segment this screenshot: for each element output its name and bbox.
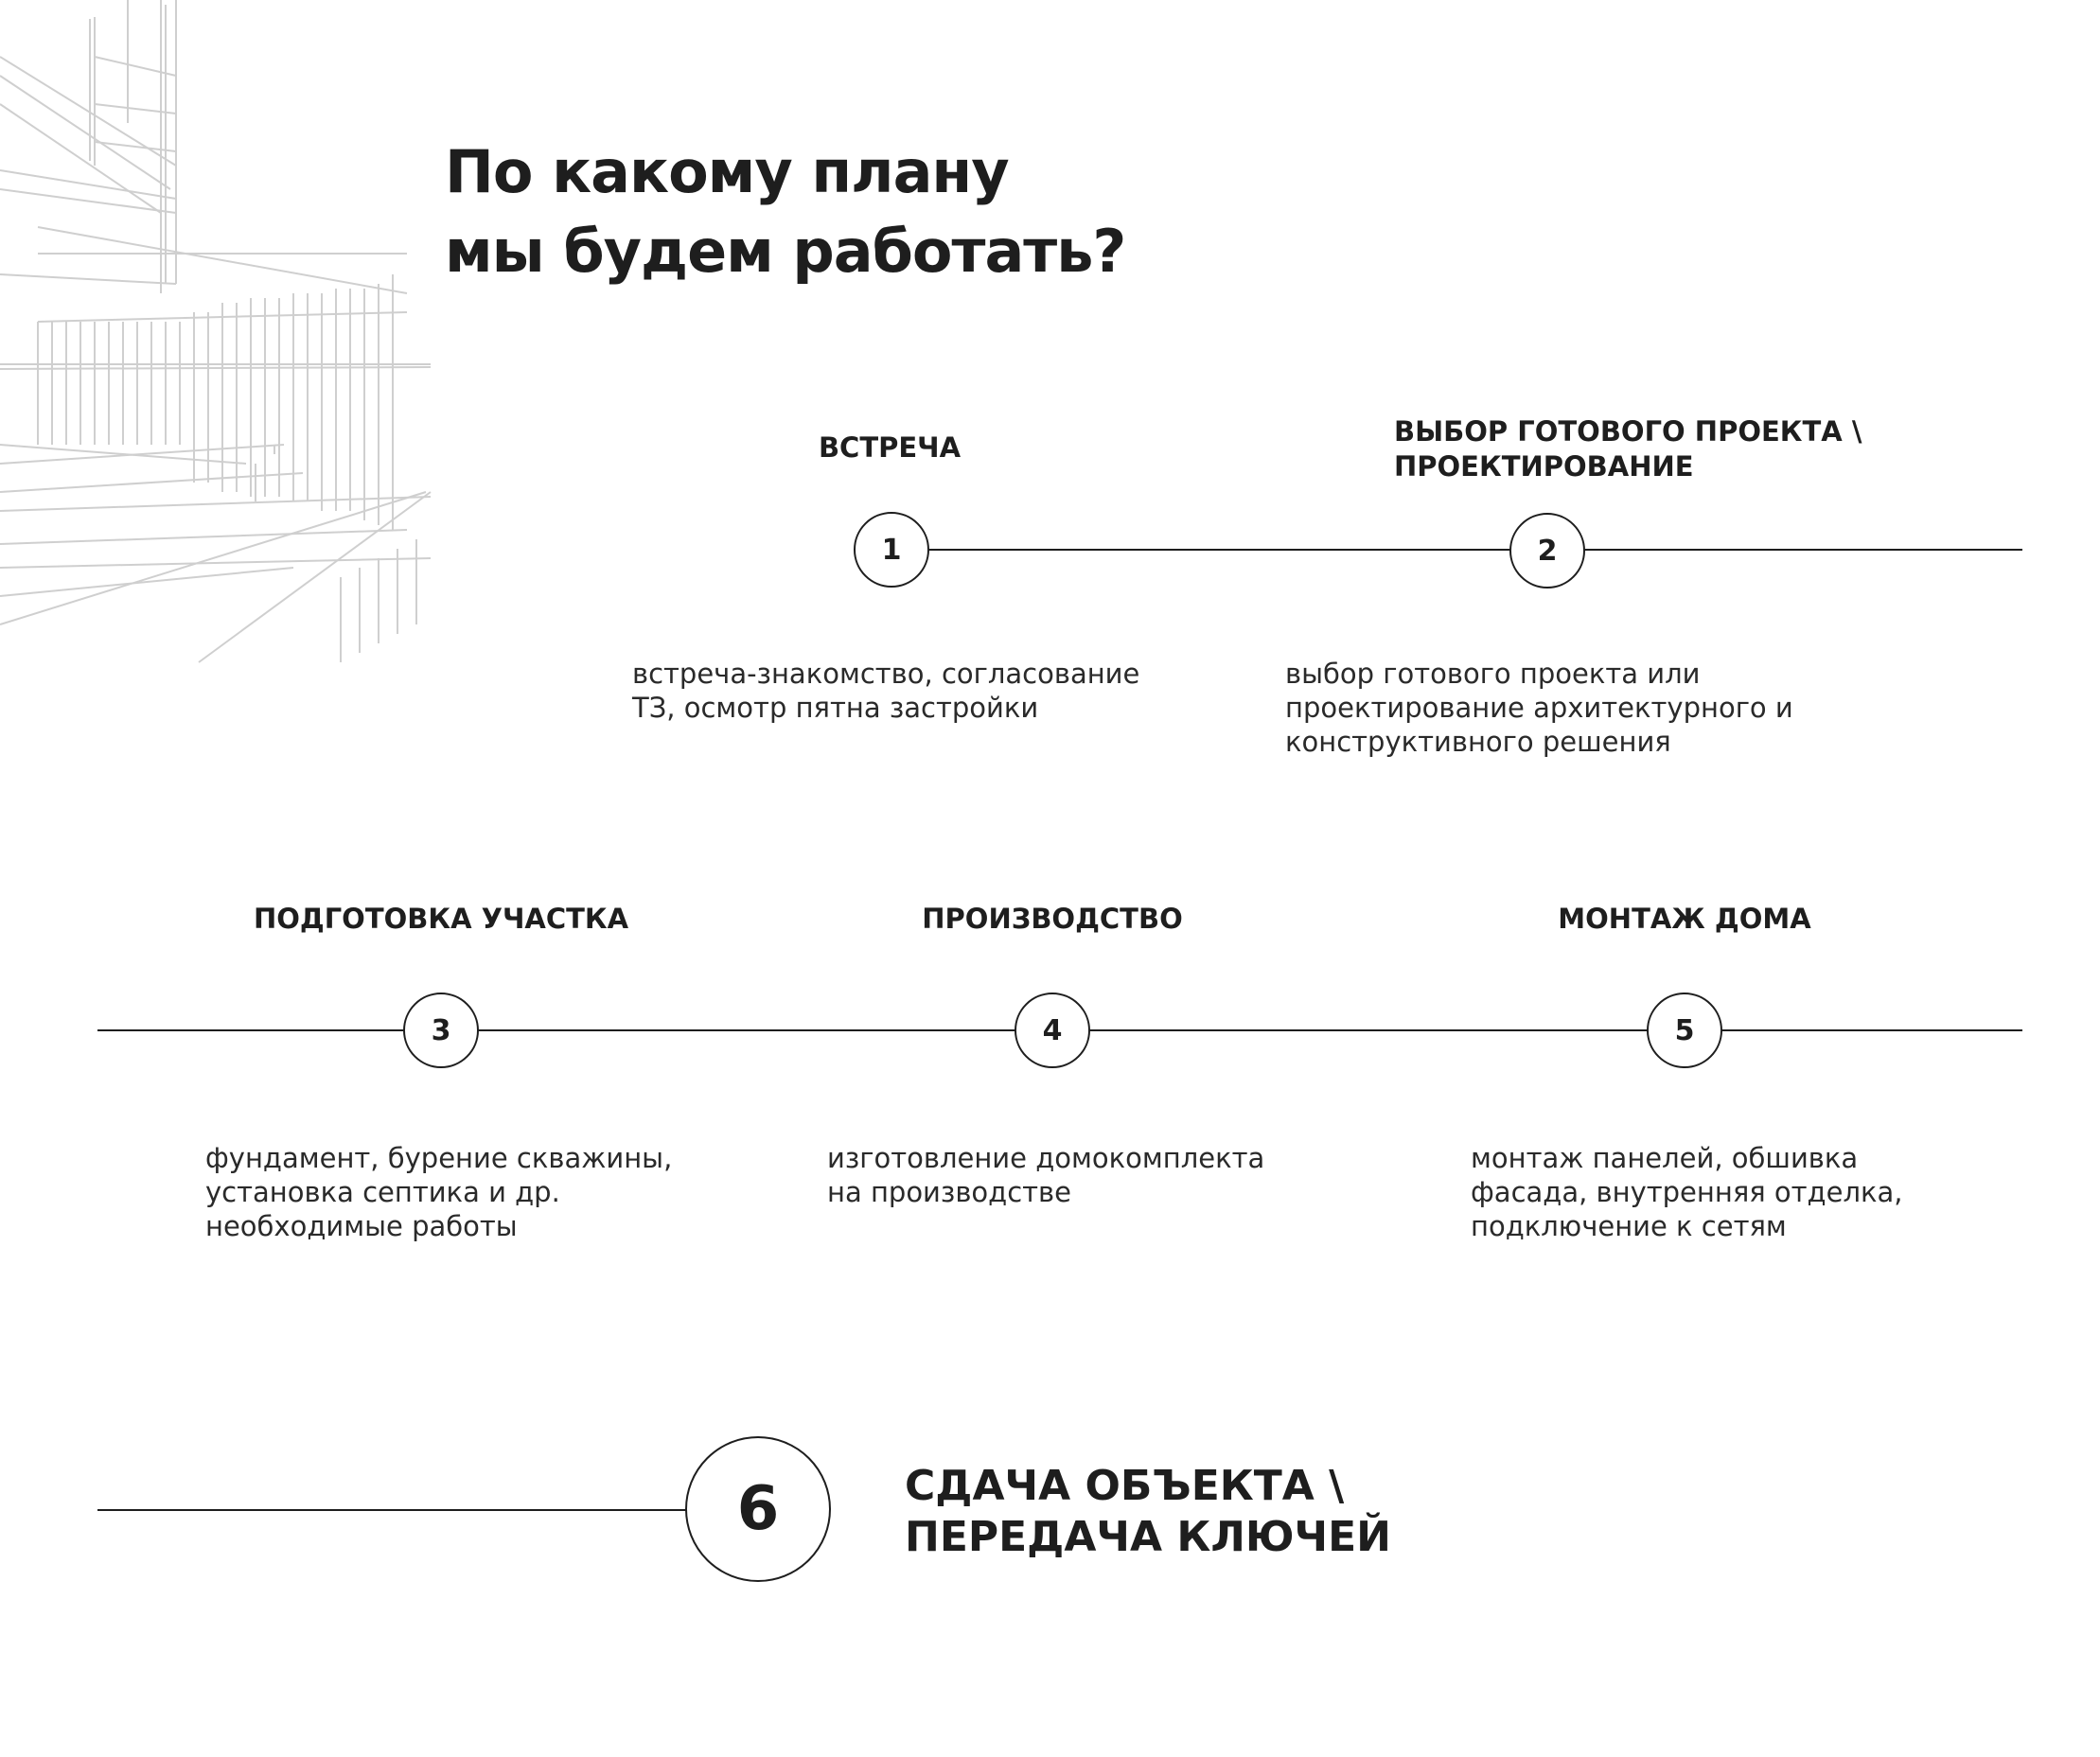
step-4-title: ПРОИЗВОДСТВО bbox=[922, 903, 1183, 935]
step-5-title: МОНТАЖ ДОМА bbox=[1558, 903, 1811, 935]
page-title: По какому плану мы будем работать? bbox=[445, 137, 1126, 286]
step-1-title: ВСТРЕЧА bbox=[818, 431, 962, 464]
step-6-title: СДАЧА ОБЪЕКТА \ ПЕРЕДАЧА КЛЮЧЕЙ bbox=[905, 1462, 1391, 1561]
step-1-description: встреча-знакомство, согласование ТЗ, осмотр пятна застройки bbox=[632, 658, 1140, 724]
step-4-description: изготовление домокомплекта на производстве bbox=[827, 1142, 1265, 1208]
step-3-description: фундамент, бурение скважины, установка септика и др. необходимые работы bbox=[205, 1142, 673, 1242]
step-5-description: монтаж панелей, обшивка фасада, внутренняя отделка, подключение к сетям bbox=[1471, 1142, 1903, 1242]
step-5-circle: 5 bbox=[1647, 993, 1722, 1068]
step-4-circle: 4 bbox=[1015, 993, 1090, 1068]
timeline-line-row-1 bbox=[929, 549, 2022, 551]
step-2-description: выбор готового проекта или проектирование архитектурного и конструктивного решения bbox=[1285, 658, 1793, 758]
step-2-circle: 2 bbox=[1509, 513, 1585, 589]
step-3-title: ПОДГОТОВКА УЧАСТКА bbox=[253, 903, 629, 935]
step-6-circle: 6 bbox=[685, 1436, 831, 1582]
step-2-title: ВЫБОР ГОТОВОГО ПРОЕКТА \ ПРОЕКТИРОВАНИЕ bbox=[1394, 415, 1862, 483]
step-3-circle: 3 bbox=[403, 993, 479, 1068]
timeline-line-row-3 bbox=[97, 1509, 686, 1511]
architectural-sketch-illustration bbox=[0, 0, 435, 672]
step-1-circle: 1 bbox=[854, 512, 929, 588]
